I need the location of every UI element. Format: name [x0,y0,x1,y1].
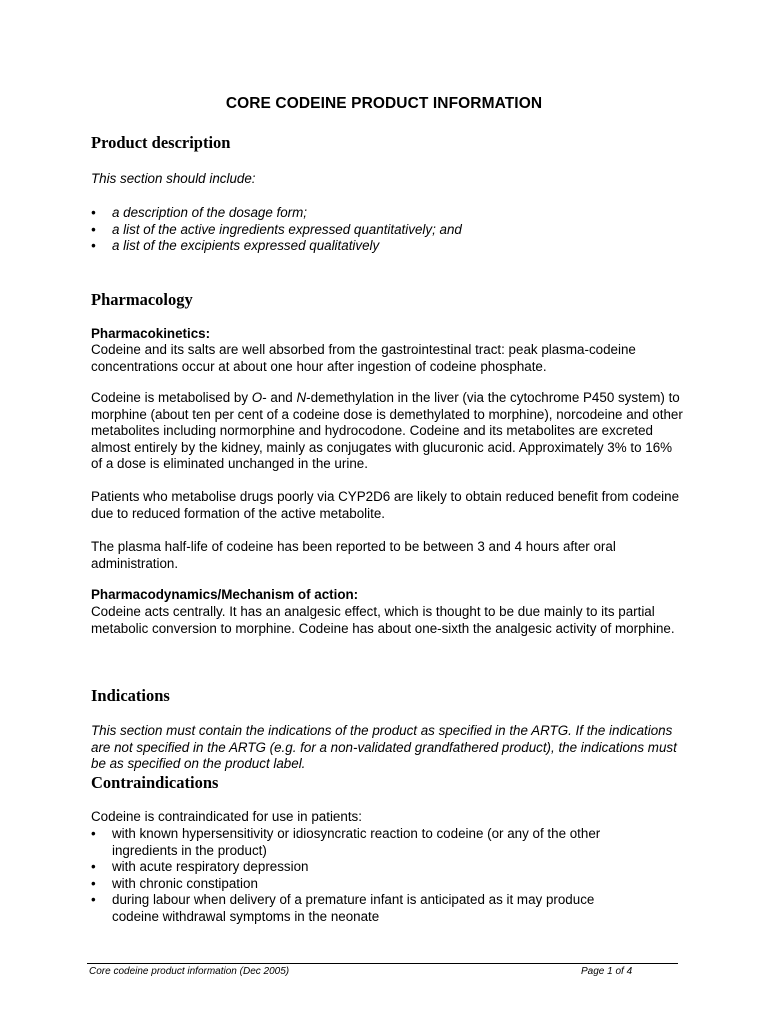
list-item-text: with acute respiratory depression [112,859,309,875]
list-item-text: a list of the active ingredients expressed quantitatively; and [112,221,462,237]
list-item [91,859,631,876]
list-item-text: a list of the excipients expressed qualitatively [112,238,380,254]
bullet-icon: • [91,875,96,891]
bullet-icon: • [91,859,96,875]
pharmacodynamics-subheading: Pharmacodynamics/Mechanism of action: [91,587,359,602]
footer-divider [87,963,678,964]
list-item-text: a description of the dosage form; [112,205,308,220]
list-item-text: with known hypersensitivity or idiosyncratic reaction to codeine (or any of the other ingredients in the product) [112,826,601,858]
bullet-icon: • [91,221,96,237]
pharmacokinetics-para-3: Patients who metabolise drugs poorly via CYP2D6 are likely to obtain reduced benefit from codeine due to reduced formation of the active metabolite. [91,489,680,521]
footer-page-number: Page 1 of 4 [581,966,633,977]
list-item-text: during labour when delivery of a premature infant is anticipated as it may produce codeine withdrawal symptoms in the neonate [112,892,595,924]
product-description-heading: Product description [91,133,231,152]
bullet-icon: • [91,826,96,841]
list-item [91,826,631,859]
contraindications-intro: Codeine is contraindicated for use in patients: [91,809,362,824]
footer-document-label: Core codeine product information (Dec 2005) [89,966,290,977]
pharmacology-heading: Pharmacology [91,290,193,309]
bullet-icon: • [91,892,96,908]
list-item [91,222,691,239]
bullet-icon: • [91,238,96,254]
indications-text: This section must contain the indications of the product as specified in the ARTG. If the indications are not specified in the ARTG (e.g. for a non-validated grandfathered product), the indications must be as specified on the product label. [91,723,677,771]
bullet-icon: • [91,205,96,220]
list-item [91,876,631,893]
list-item [91,238,691,255]
contraindications-list [91,826,631,926]
product-description-list [91,205,691,255]
contraindications-heading: Contraindications [91,773,219,792]
list-item [91,205,691,222]
list-item [91,892,631,925]
product-description-intro: This section should include: [91,171,256,186]
pharmacokinetics-para-1: Codeine and its salts are well absorbed from the gastrointestinal tract: peak plasma-codeine concentrations occur at about one hour after ingestion of codeine phosphate. [91,342,636,374]
pharmacodynamics-para: Codeine acts centrally. It has an analgesic effect, which is thought to be due mainly to its partial metabolic conversion to morphine. Codeine has about one-sixth the analgesic activity of morphine. [91,604,675,636]
pharmacokinetics-para-2: Codeine is metabolised by O- and N-demethylation in the liver (via the cytochrome P450 system) to morphine (about ten per cent of a codeine dose is demethylated to morphine), norcodeine and other metabolites including normorphine and hydrocodone. Codeine and its metabolites are excreted almost entirely by the kidney, mainly as conjugates with glucuronic acid. Approximately 3% to 16% of a dose is eliminated unchanged in the urine. [91,390,683,471]
list-item-text: with chronic constipation [112,875,258,891]
indications-heading: Indications [91,686,170,705]
pharmacokinetics-para-4: The plasma half-life of codeine has been reported to be between 3 and 4 hours after oral administration. [91,539,616,571]
document-title: CORE CODEINE PRODUCT INFORMATION [225,95,543,112]
pharmacokinetics-subheading: Pharmacokinetics: [91,326,211,341]
